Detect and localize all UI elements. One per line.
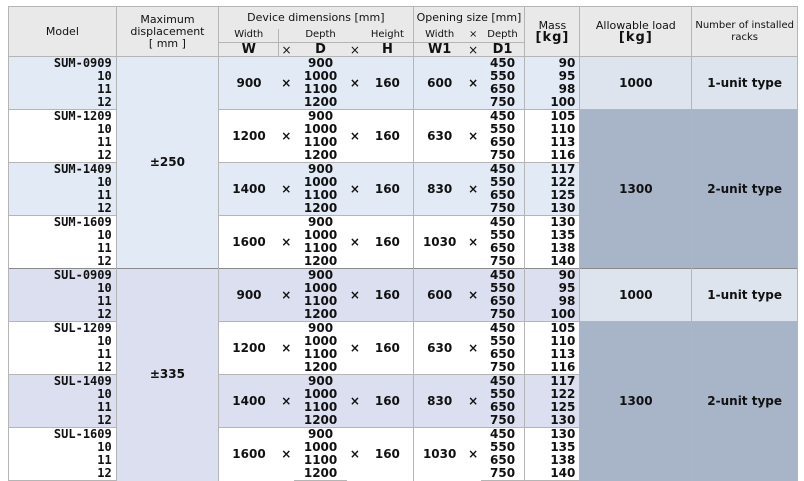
- opening-depth: 650: [481, 348, 525, 361]
- device-height: 160: [362, 428, 413, 481]
- device-depth: 1200: [294, 308, 348, 322]
- model-cell: 10: [9, 441, 117, 454]
- model-cell: SUM-0909: [9, 57, 117, 71]
- header-opening-size: Opening size [mm]: [413, 7, 525, 29]
- device-depth: 1000: [294, 388, 348, 401]
- model-cell: 11: [9, 295, 117, 308]
- mass-value: 95: [525, 282, 580, 295]
- opening-width: 1030: [413, 216, 466, 269]
- model-cell: 12: [9, 202, 117, 216]
- device-depth: 1100: [294, 348, 348, 361]
- model-cell: 11: [9, 136, 117, 149]
- device-depth: 1200: [294, 96, 348, 110]
- opening-width: 600: [413, 269, 466, 322]
- header-sym-d: D: [294, 43, 348, 57]
- header-max-displacement-label: Maximum displacement: [130, 12, 205, 38]
- max-displacement-value: ±335: [116, 269, 218, 481]
- header-allowable-load: [580, 7, 692, 57]
- model-cell: 12: [9, 96, 117, 110]
- opening-depth: 550: [481, 335, 525, 348]
- device-height: 160: [362, 269, 413, 322]
- device-depth: 900: [294, 375, 348, 389]
- mass-value: 130: [525, 216, 580, 230]
- header-max-displacement: [116, 7, 218, 57]
- model-cell: 12: [9, 361, 117, 375]
- opening-depth: 550: [481, 282, 525, 295]
- opening-depth: 750: [481, 467, 525, 481]
- opening-depth: 450: [481, 57, 525, 71]
- times-sign: ×: [347, 163, 362, 216]
- mass-value: 140: [525, 255, 580, 269]
- opening-depth: 650: [481, 454, 525, 467]
- device-depth: 1100: [294, 136, 348, 149]
- header-op-depth: Depth: [481, 29, 525, 43]
- model-cell: SUM-1609: [9, 216, 117, 230]
- device-depth: 1200: [294, 202, 348, 216]
- times-sign: ×: [466, 57, 481, 110]
- mass-value: 116: [525, 149, 580, 163]
- mass-value: 117: [525, 375, 580, 389]
- device-depth: 900: [294, 322, 348, 336]
- model-cell: 12: [9, 149, 117, 163]
- opening-depth: 550: [481, 176, 525, 189]
- mass-value: 90: [525, 269, 580, 283]
- opening-depth: 550: [481, 441, 525, 454]
- model-cell: 10: [9, 70, 117, 83]
- times-sign: ×: [279, 163, 294, 216]
- device-depth: 900: [294, 57, 348, 71]
- device-depth: 1000: [294, 335, 348, 348]
- header-times-2: ×: [347, 43, 362, 57]
- device-depth: 1100: [294, 295, 348, 308]
- installed-racks-value: 1-unit type: [692, 269, 798, 322]
- opening-depth: 450: [481, 375, 525, 389]
- opening-depth: 550: [481, 229, 525, 242]
- mass-value: 100: [525, 96, 580, 110]
- times-sign: ×: [466, 428, 481, 481]
- header-sym-w: W: [219, 43, 279, 57]
- times-sign: ×: [279, 110, 294, 163]
- mass-value: 125: [525, 189, 580, 202]
- mass-value: 113: [525, 136, 580, 149]
- device-depth: 900: [294, 428, 348, 442]
- opening-depth: 450: [481, 322, 525, 336]
- mass-value: 110: [525, 335, 580, 348]
- header-sym-d1: D1: [481, 43, 525, 57]
- times-sign: ×: [466, 216, 481, 269]
- mass-value: 100: [525, 308, 580, 322]
- installed-racks-value: 1-unit type: [692, 57, 798, 110]
- mass-value: 90: [525, 57, 580, 71]
- mass-value: 122: [525, 176, 580, 189]
- device-depth: 1200: [294, 361, 348, 375]
- spec-table-body: [9, 57, 798, 481]
- model-cell: 11: [9, 401, 117, 414]
- times-sign: ×: [279, 322, 294, 375]
- header-mass-label: Mass: [538, 18, 567, 32]
- device-depth: 1000: [294, 229, 348, 242]
- device-height: 160: [362, 163, 413, 216]
- mass-value: 95: [525, 70, 580, 83]
- times-sign: ×: [466, 375, 481, 428]
- opening-width: 630: [413, 322, 466, 375]
- mass-value: 140: [525, 467, 580, 481]
- model-cell: SUL-1209: [9, 322, 117, 336]
- opening-depth: 650: [481, 136, 525, 149]
- opening-width: 1030: [413, 428, 466, 481]
- opening-width: 630: [413, 110, 466, 163]
- device-depth: 1200: [294, 467, 348, 481]
- opening-width: 830: [413, 375, 466, 428]
- device-depth: 900: [294, 163, 348, 177]
- mass-value: 138: [525, 242, 580, 255]
- header-device-dimensions: Device dimensions [mm]: [219, 7, 413, 29]
- times-sign: ×: [347, 216, 362, 269]
- times-sign: ×: [466, 163, 481, 216]
- device-width: 1600: [219, 428, 279, 481]
- device-depth: 1000: [294, 441, 348, 454]
- device-depth: 1100: [294, 401, 348, 414]
- header-allowable-load-label: Allowable load: [595, 18, 676, 32]
- header-mass: [525, 7, 580, 57]
- allowable-load-value: 1300: [580, 322, 692, 481]
- mass-value: 116: [525, 361, 580, 375]
- times-sign: ×: [279, 375, 294, 428]
- device-depth: 1000: [294, 282, 348, 295]
- device-height: 160: [362, 322, 413, 375]
- times-sign: ×: [279, 428, 294, 481]
- opening-width: 600: [413, 57, 466, 110]
- allowable-load-value: 1000: [580, 269, 692, 322]
- device-width: 1600: [219, 216, 279, 269]
- header-op-width: Width: [413, 29, 466, 43]
- model-cell: SUL-1609: [9, 428, 117, 442]
- opening-depth: 750: [481, 255, 525, 269]
- opening-depth: 450: [481, 110, 525, 124]
- opening-depth: 750: [481, 308, 525, 322]
- model-cell: 10: [9, 229, 117, 242]
- device-depth: 1100: [294, 242, 348, 255]
- device-width: 1400: [219, 375, 279, 428]
- mass-value: 113: [525, 348, 580, 361]
- model-cell: 12: [9, 255, 117, 269]
- model-cell: 12: [9, 467, 117, 481]
- device-width: 900: [219, 57, 279, 110]
- device-depth: 1100: [294, 83, 348, 96]
- header-mass-unit: [kg]: [535, 29, 570, 45]
- mass-value: 105: [525, 322, 580, 336]
- device-depth: 900: [294, 110, 348, 124]
- header-depth: Depth: [294, 29, 348, 43]
- opening-depth: 450: [481, 428, 525, 442]
- mass-value: 110: [525, 123, 580, 136]
- header-sym-h: H: [362, 43, 413, 57]
- model-cell: SUL-0909: [9, 269, 117, 283]
- mass-value: 135: [525, 441, 580, 454]
- times-sign: ×: [347, 428, 362, 481]
- mass-value: 125: [525, 401, 580, 414]
- device-depth: 1200: [294, 414, 348, 428]
- model-cell: SUL-1409: [9, 375, 117, 389]
- mass-value: 130: [525, 414, 580, 428]
- header-height: Height: [362, 29, 413, 43]
- device-height: 160: [362, 110, 413, 163]
- mass-value: 122: [525, 388, 580, 401]
- model-cell: 10: [9, 282, 117, 295]
- model-cell: 11: [9, 189, 117, 202]
- model-cell: SUM-1409: [9, 163, 117, 177]
- device-width: 1200: [219, 110, 279, 163]
- device-height: 160: [362, 375, 413, 428]
- model-cell: 11: [9, 454, 117, 467]
- device-depth: 900: [294, 269, 348, 283]
- times-sign: ×: [347, 57, 362, 110]
- mass-value: 98: [525, 83, 580, 96]
- spec-table: [8, 6, 798, 481]
- opening-depth: 450: [481, 216, 525, 230]
- opening-depth: 650: [481, 189, 525, 202]
- allowable-load-value: 1300: [580, 110, 692, 269]
- model-cell: 11: [9, 348, 117, 361]
- opening-depth: 750: [481, 149, 525, 163]
- model-cell: 10: [9, 176, 117, 189]
- times-sign: ×: [279, 216, 294, 269]
- table-row: [9, 269, 798, 283]
- allowable-load-value: 1000: [580, 57, 692, 110]
- header-installed-racks: Number of installed racks: [692, 7, 798, 57]
- model-cell: 10: [9, 388, 117, 401]
- device-depth: 1100: [294, 454, 348, 467]
- model-cell: 11: [9, 242, 117, 255]
- mass-value: 130: [525, 202, 580, 216]
- mass-value: 105: [525, 110, 580, 124]
- device-depth: 1200: [294, 255, 348, 269]
- max-displacement-value: ±250: [116, 57, 218, 269]
- opening-depth: 550: [481, 388, 525, 401]
- header-max-displacement-unit: [ mm ]: [148, 36, 186, 50]
- opening-depth: 550: [481, 70, 525, 83]
- mass-value: 138: [525, 454, 580, 467]
- mass-value: 135: [525, 229, 580, 242]
- opening-depth: 750: [481, 414, 525, 428]
- model-cell: 12: [9, 414, 117, 428]
- device-depth: 1000: [294, 70, 348, 83]
- mass-value: 130: [525, 428, 580, 442]
- times-sign: ×: [347, 110, 362, 163]
- installed-racks-value: 2-unit type: [692, 110, 798, 269]
- opening-width: 830: [413, 163, 466, 216]
- opening-depth: 750: [481, 96, 525, 110]
- device-height: 160: [362, 216, 413, 269]
- device-width: 1400: [219, 163, 279, 216]
- opening-depth: 650: [481, 295, 525, 308]
- times-sign: ×: [279, 57, 294, 110]
- times-sign: ×: [279, 269, 294, 322]
- mass-value: 117: [525, 163, 580, 177]
- model-cell: SUM-1209: [9, 110, 117, 124]
- device-depth: 1000: [294, 176, 348, 189]
- opening-depth: 450: [481, 269, 525, 283]
- times-sign: ×: [347, 375, 362, 428]
- header-allowable-load-unit: [kg]: [618, 29, 653, 45]
- device-width: 1200: [219, 322, 279, 375]
- header-width: Width: [219, 29, 279, 43]
- times-sign: ×: [347, 322, 362, 375]
- model-cell: 12: [9, 308, 117, 322]
- opening-depth: 650: [481, 83, 525, 96]
- header-times-3: ×: [466, 43, 481, 57]
- header-op-times: ×: [466, 29, 481, 43]
- times-sign: ×: [466, 110, 481, 163]
- model-cell: 11: [9, 83, 117, 96]
- opening-depth: 750: [481, 361, 525, 375]
- device-height: 160: [362, 57, 413, 110]
- device-depth: 1100: [294, 189, 348, 202]
- opening-depth: 650: [481, 242, 525, 255]
- opening-depth: 550: [481, 123, 525, 136]
- times-sign: ×: [466, 322, 481, 375]
- header-model: Model: [9, 7, 117, 57]
- mass-value: 98: [525, 295, 580, 308]
- header-sym-w1: W1: [413, 43, 466, 57]
- opening-depth: 750: [481, 202, 525, 216]
- device-depth: 1000: [294, 123, 348, 136]
- device-depth: 1200: [294, 149, 348, 163]
- opening-depth: 650: [481, 401, 525, 414]
- model-cell: 10: [9, 123, 117, 136]
- header-times-1: ×: [279, 43, 294, 57]
- table-row: [9, 57, 798, 71]
- device-depth: 900: [294, 216, 348, 230]
- times-sign: ×: [347, 269, 362, 322]
- times-sign: ×: [466, 269, 481, 322]
- installed-racks-value: 2-unit type: [692, 322, 798, 481]
- model-cell: 10: [9, 335, 117, 348]
- device-width: 900: [219, 269, 279, 322]
- opening-depth: 450: [481, 163, 525, 177]
